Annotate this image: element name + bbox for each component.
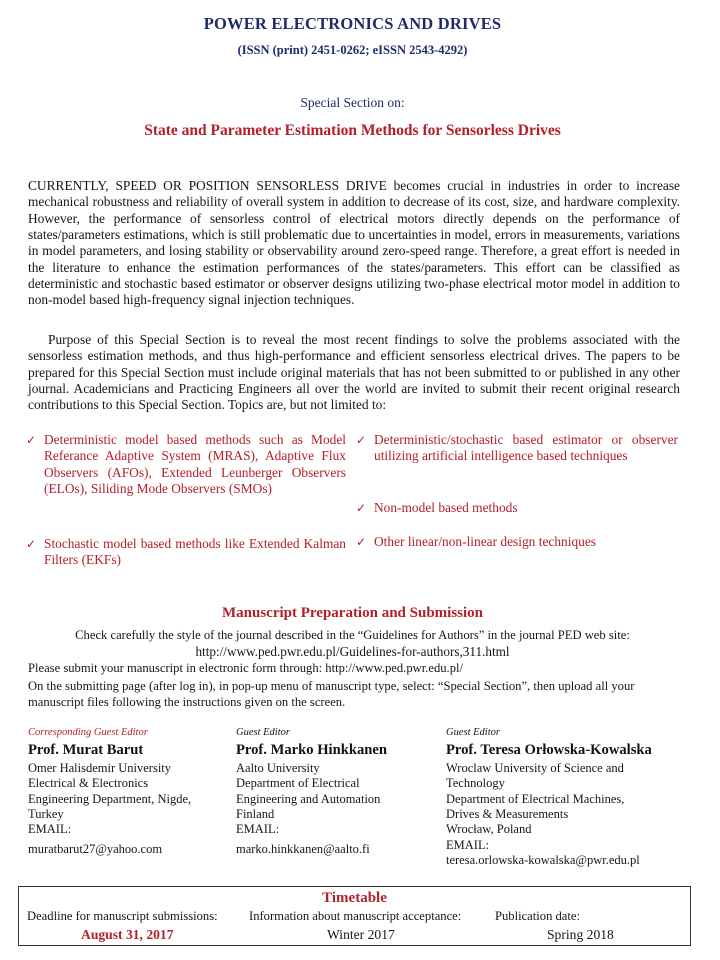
topic-item: [356, 534, 678, 550]
intro-paragraph: CURRENTLY, SPEED OR POSITION SENSORLESS DRIVE becomes crucial in industries in order to increase mechanical robustness and reliability of overall system in addition to decrease of its cost, size, and hardware complexity. However, the performance of sensorless control of electrical motors directly depends on the performance of states/parameters estimations, which is still problematic due to uncertainties in model, errors in measurements, variations in model parameters, and losing stability or observability around zero-speed range. Therefore, a great effort is needed in the literature to enhance the estimation performances of the states/parameters. This effort can be classified as deterministic and stochastic based estimator or observer designs utilizing two-phase electrical motor model in addition to non-model based high-frequency signal injection techniques.: [28, 178, 680, 308]
editor-affiliation-line: Omer Halisdemir University: [28, 760, 172, 775]
editor-affiliation-line: Electrical & Electronics: [28, 776, 149, 791]
editor-email-label: EMAIL:: [28, 822, 72, 837]
editor-card-orlowska-kowalska: [446, 725, 676, 869]
journal-issn: (ISSN (print) 2451-0262; eISSN 2543-4292): [237, 43, 468, 57]
deadline-label: Deadline for manuscript submissions:: [27, 909, 218, 923]
manuscript-section-title: Manuscript Preparation and Submission: [221, 605, 484, 621]
editor-affiliation-line: Engineering Department, Nigde,: [28, 791, 192, 806]
editor-email[interactable]: teresa.orlowska-kowalska@pwr.edu.pl: [446, 853, 640, 868]
topic-item: [26, 432, 346, 498]
guidelines-instruction: Check carefully the style of the journal described in the “Guidelines for Authors” in the journal PED web site:: [75, 628, 630, 642]
special-section-title: State and Parameter Estimation Methods for Sensorless Drives: [144, 122, 561, 139]
editor-affiliation-line: Wrocław, Poland: [446, 822, 532, 837]
timetable-title: Timetable: [322, 890, 387, 906]
editor-email[interactable]: muratbarut27@yahoo.com: [28, 841, 163, 856]
check-icon: ✓: [356, 501, 367, 515]
editor-role: Guest Editor: [446, 727, 500, 738]
editor-affiliation-line: Department of Electrical: [236, 776, 360, 791]
publication-label: Publication date:: [495, 909, 580, 923]
topic-text: Stochastic model based methods like Extended Kalman Filters (EKFs): [44, 536, 346, 568]
topic-text: Non-model based methods: [374, 500, 518, 515]
editor-affiliation-line: Technology: [446, 776, 505, 791]
timetable-box: [18, 886, 691, 946]
editor-email-label: EMAIL:: [236, 822, 280, 837]
editor-affiliation-line: Department of Electrical Machines,: [446, 791, 625, 806]
editor-affiliation-line: Wroclaw University of Science and: [446, 760, 624, 775]
topic-item: [356, 500, 678, 516]
editor-email-label: EMAIL:: [446, 837, 490, 852]
editor-role: Guest Editor: [236, 727, 290, 738]
check-icon: ✓: [26, 433, 37, 447]
topic-item: [356, 432, 678, 465]
special-section-label: Special Section on:: [300, 95, 405, 110]
deadline-date: August 31, 2017: [81, 927, 174, 942]
editor-name: Prof. Teresa Orłowska-Kowalska: [446, 742, 652, 759]
acceptance-label: Information about manuscript acceptance:: [249, 909, 462, 923]
topic-text: Other linear/non-linear design techniques: [374, 534, 596, 549]
editor-role: Corresponding Guest Editor: [28, 727, 148, 738]
editor-card-barut: [28, 725, 218, 857]
journal-title: POWER ELECTRONICS AND DRIVES: [203, 14, 502, 33]
upload-instruction: On the submitting page (after log in), in pop-up menu of manuscript type, select: “Special Section”, then upload all your manuscript files following the instructions given on the screen.: [28, 679, 635, 709]
editor-affiliation-line: Aalto University: [236, 760, 320, 775]
editor-card-hinkkanen: [236, 725, 431, 857]
check-icon: ✓: [356, 535, 367, 549]
check-icon: ✓: [26, 537, 37, 551]
publication-date: Spring 2018: [547, 927, 614, 942]
topic-text: Deterministic/stochastic based estimator or observer utilizing artificial intelligence based techniques: [374, 432, 678, 464]
purpose-paragraph: Purpose of this Special Section is to reveal the most recent findings to solve the problems associated with the sensorless estimation methods, and thus high-performance and efficient sensorless electrical drives. The papers to be prepared for this Special Section must include original materials that has not been submitted to or published in any other journal. Academicians and Practicing Engineers all over the world are invited to submit their recent original research contributions to this Special Section. Topics are, but not limited to:: [28, 332, 680, 413]
check-icon: ✓: [356, 433, 367, 447]
editor-affiliation-line: Engineering and Automation: [236, 791, 381, 806]
editor-affiliation-line: Finland: [236, 807, 275, 822]
topic-item: [26, 536, 346, 569]
editor-name: Prof. Murat Barut: [28, 742, 144, 759]
editor-email[interactable]: marko.hinkkanen@aalto.fi: [236, 841, 370, 856]
topic-text: Deterministic model based methods such as Model Referance Adaptive System (MRAS), Adaptive Flux Observers (AFOs), Extended Leunberger Observers (ELOs), Siliding Mode Observers (SMOs): [44, 432, 346, 497]
guidelines-link[interactable]: http://www.ped.pwr.edu.pl/Guidelines-for-authors,311.html: [195, 644, 510, 659]
acceptance-date: Winter 2017: [327, 927, 395, 942]
editor-affiliation-line: Turkey: [28, 807, 64, 822]
editor-affiliation-line: Drives & Measurements: [446, 807, 569, 822]
editor-name: Prof. Marko Hinkkanen: [236, 742, 387, 759]
submission-instruction: Please submit your manuscript in electronic form through: http://www.ped.pwr.edu.pl/: [28, 661, 463, 675]
